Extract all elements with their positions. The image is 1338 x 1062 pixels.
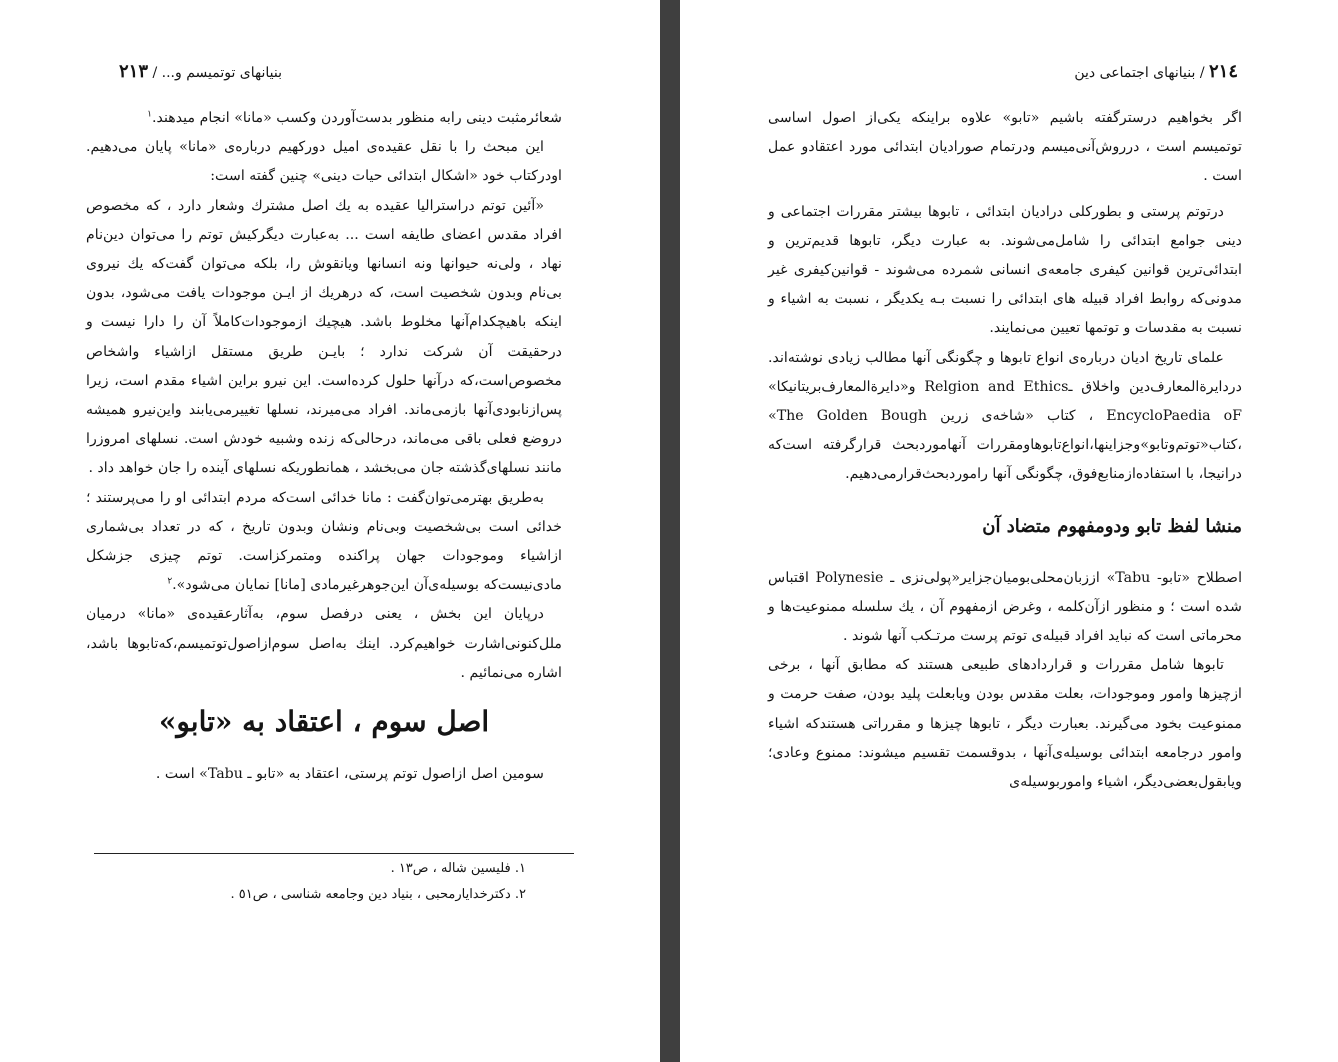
left-paragraph-5: درپایان این بخش ، یعنی درفصل سوم، به‌آثارعقیده‌ی «مانا» درمیان ملل‌کنونی‌اشارت خواهیم‌کرد. اینك به‌اصل سوم‌ازاصول‌توتمیسم،که‌تابوها باشد، اشاره می‌نمائیم . — [86, 606, 562, 681]
book-spine-gutter — [660, 0, 680, 1062]
footnote-divider — [94, 853, 574, 854]
left-header-separator: / — [152, 65, 158, 81]
right-paragraph-2: درتوتم پرستی و بطورکلی درادیان ابتدائی ، تابوها بیشتر مقررات اجتماعی و دینی جوامع ابتدائی را شامل‌می‌شوند. به عبارت دیگر، تابوها قدیم‌ترین و ابتدائی‌ترین قوانین کیفری جامعه‌ی انسانی شمرده می‌شوند - قوانین‌کیفری غیر مدونی‌که روابط افراد قبیله های ابتدائی را نسبت بـه یکدیگر ، نسبت به اشیاء و نسبت به مقدسات و توتمها تعیین می‌نمایند. — [768, 203, 1242, 337]
left-page-number: ٢١٣ — [119, 61, 149, 82]
footnote-marker-1: ١ — [147, 109, 153, 120]
right-paragraph-3: علمای تاریخ ادیان درباره‌ی انواع تابوها و چگونگی آنها مطالب زیادی نوشته‌اند. دردایرة‌المعارف‌دین واخلاق ـRelgion and Ethics و«دایرة‌المعارف‌بریتانیکا» EncycloPaedia oF ، کتاب «شاخه‌ی زرین The Golden Bough» ،کتاب«توتم‌وتابو»وجزاینها،انواع‌تابوهاومقررات آنهاموردبحث قرارگرفته است‌که درانیجا، با استفاده‌ازمنابع‌فوق، چگونگی آنها راموردبحث‌قرارمی‌دهیم. — [768, 349, 1243, 483]
right-page-number: ٢١٤ — [1208, 61, 1238, 82]
left-paragraph-2: این مبحث را با نقل عقیده‌ی امیل دورکهیم درباره‌ی «مانا» پایان می‌دهیم. اودرکتاب خود «اشکال ابتدائی حیات دینی» چنین گفته است: — [86, 139, 562, 185]
right-running-title: بنیانهای اجتماعی دین — [1074, 65, 1196, 81]
footnote-marker-2: ٢ — [167, 576, 173, 587]
left-paragraph-1-text: شعائرمثبت دینی رابه منظور بدست‌آوردن وکسب «مانا» انجام میدهند. — [152, 110, 562, 126]
left-paragraph-4-quote — [86, 484, 562, 601]
right-paragraph-4: اصطلاح «تابو- Tabu» اززبان‌محلی‌بومیان‌جزایر«پولی‌نزی ـ Polynesie اقتباس شده است ؛ و منظور ازآن‌کلمه ، وغرض ازمفهوم آن ، یك سلسله ممنوعیت‌ها و محرماتی است که نباید افراد قبیله‌ی توتم پرست مرتـکب آنها شوند . — [768, 569, 1243, 645]
left-paragraph-4-text: به‌طریق بهترمی‌توان‌گفت : مانا خدائی است‌که مردم ابتدائی او را می‌پرستند ؛ خدائی است بی‌شخصیت وبی‌نام ونشان وبدون تاریخ ، که در تعداد بی‌شماری ازاشیاء وموجودات جهان پراکنده ومتمرکزاست. توتم چیزی جزشکل مادی‌نیست‌که بوسیله‌ی‌آن این‌جوهرغیرمادی [مانا] نمایان می‌شود». — [86, 489, 562, 594]
right-paragraph-1: اگر بخواهیم درسترگفته باشیم «تابو» علاوه براینکه یکی‌از اصول اساسی توتمیسم است ، درروش‌آنی‌میسم ودرتمام صورادیان ابتدائی مورد اعتقادو عمل است . — [768, 110, 1242, 185]
left-paragraph-1 — [86, 104, 562, 133]
left-footnotes — [86, 856, 526, 908]
right-section-title: منشا لفظ تابو ودومفهوم متضاد آن — [982, 515, 1242, 537]
left-section-title: اصل سوم ، اعتقاد به «تابو» — [158, 705, 490, 739]
left-page-body — [86, 104, 562, 789]
left-section-first-line: سومین اصل ازاصول توتم پرستی، اعتقاد به «تابو ـ Tabu» است . — [155, 766, 544, 783]
right-page-header — [1074, 62, 1238, 83]
right-header-separator: / — [1199, 65, 1205, 81]
right-page — [680, 0, 1338, 1062]
left-running-title: بنیانهای توتمیسم و... — [161, 65, 282, 81]
right-page-body — [768, 104, 1242, 797]
footnote-2: ٢. دکترخدایارمحبی ، بنیاد دین وجامعه شناسی ، ص٥١ . — [230, 887, 526, 902]
right-paragraph-5: تابوها شامل مقررات و قراردادهای طبیعی هستند که مطابق آنها ، برخی ازچیزها وامور وموجودات، بعلت مقدس بودن ویابعلت پلید بودن، صفت حرمت و ممنوعیت بخود می‌گیرند. بعبارت دیگر ، تابوها چیزها و مقرراتی هستندکه اشیاء وامور درجامعه ابتدائی بوسیله‌ی‌آنها ، بدوقسمت تقسیم میشوند: ممنوع وعادی؛ ویابقول‌بعضی‌دیگر، اشیاء وامور‌بوسیله‌ی — [768, 657, 1242, 791]
footnote-1: ١. فلیسین شاله ، ص١٣ . — [390, 861, 526, 876]
left-paragraph-3-quote: «آئین توتم دراسترالیا عقیده به یك اصل مشترك وشعار دارد ، كه مخصوص افراد مقدس اعضای طایفه است ... به‌عبارت دیگرکیش توتم را می‌توان دین‌نام نهاد ، ولی‌نه حیوانها ونه انسانها ویانقوش را، بلکه می‌توان گفت‌که یك نیروی بی‌نام وبدون شخصیت است، که درهریك از ایـن موجودات یافت می‌شود، بدون اینکه باهیچکدام‌آنها مخلوط باشد. هیچیك ازموجودات‌کاملاً آن را دارا نیست و درحقیقت آن شرکت ندارد ؛ بایـن طریق مستقل ازاشیاء واشخاص مخصوص‌است،که درآنها حلول کرده‌است. این نیرو براین اشیاء مقدم است، زیرا پس‌ازنابودی‌آنها بازمی‌ماند. افراد می‌میرند، نسلها تغییرمی‌یابند واین‌نیرو همیشه دروضع فعلی باقی می‌ماند، درحالی‌که زنده وشبیه خودش است. نسلهای امروزرا مانند نسلهای‌گذشته جان می‌بخشد ، همانطوریکه نسلهای آینده را جان خواهد داد . — [86, 197, 562, 477]
left-page — [0, 0, 660, 1062]
left-page-header — [119, 62, 282, 83]
